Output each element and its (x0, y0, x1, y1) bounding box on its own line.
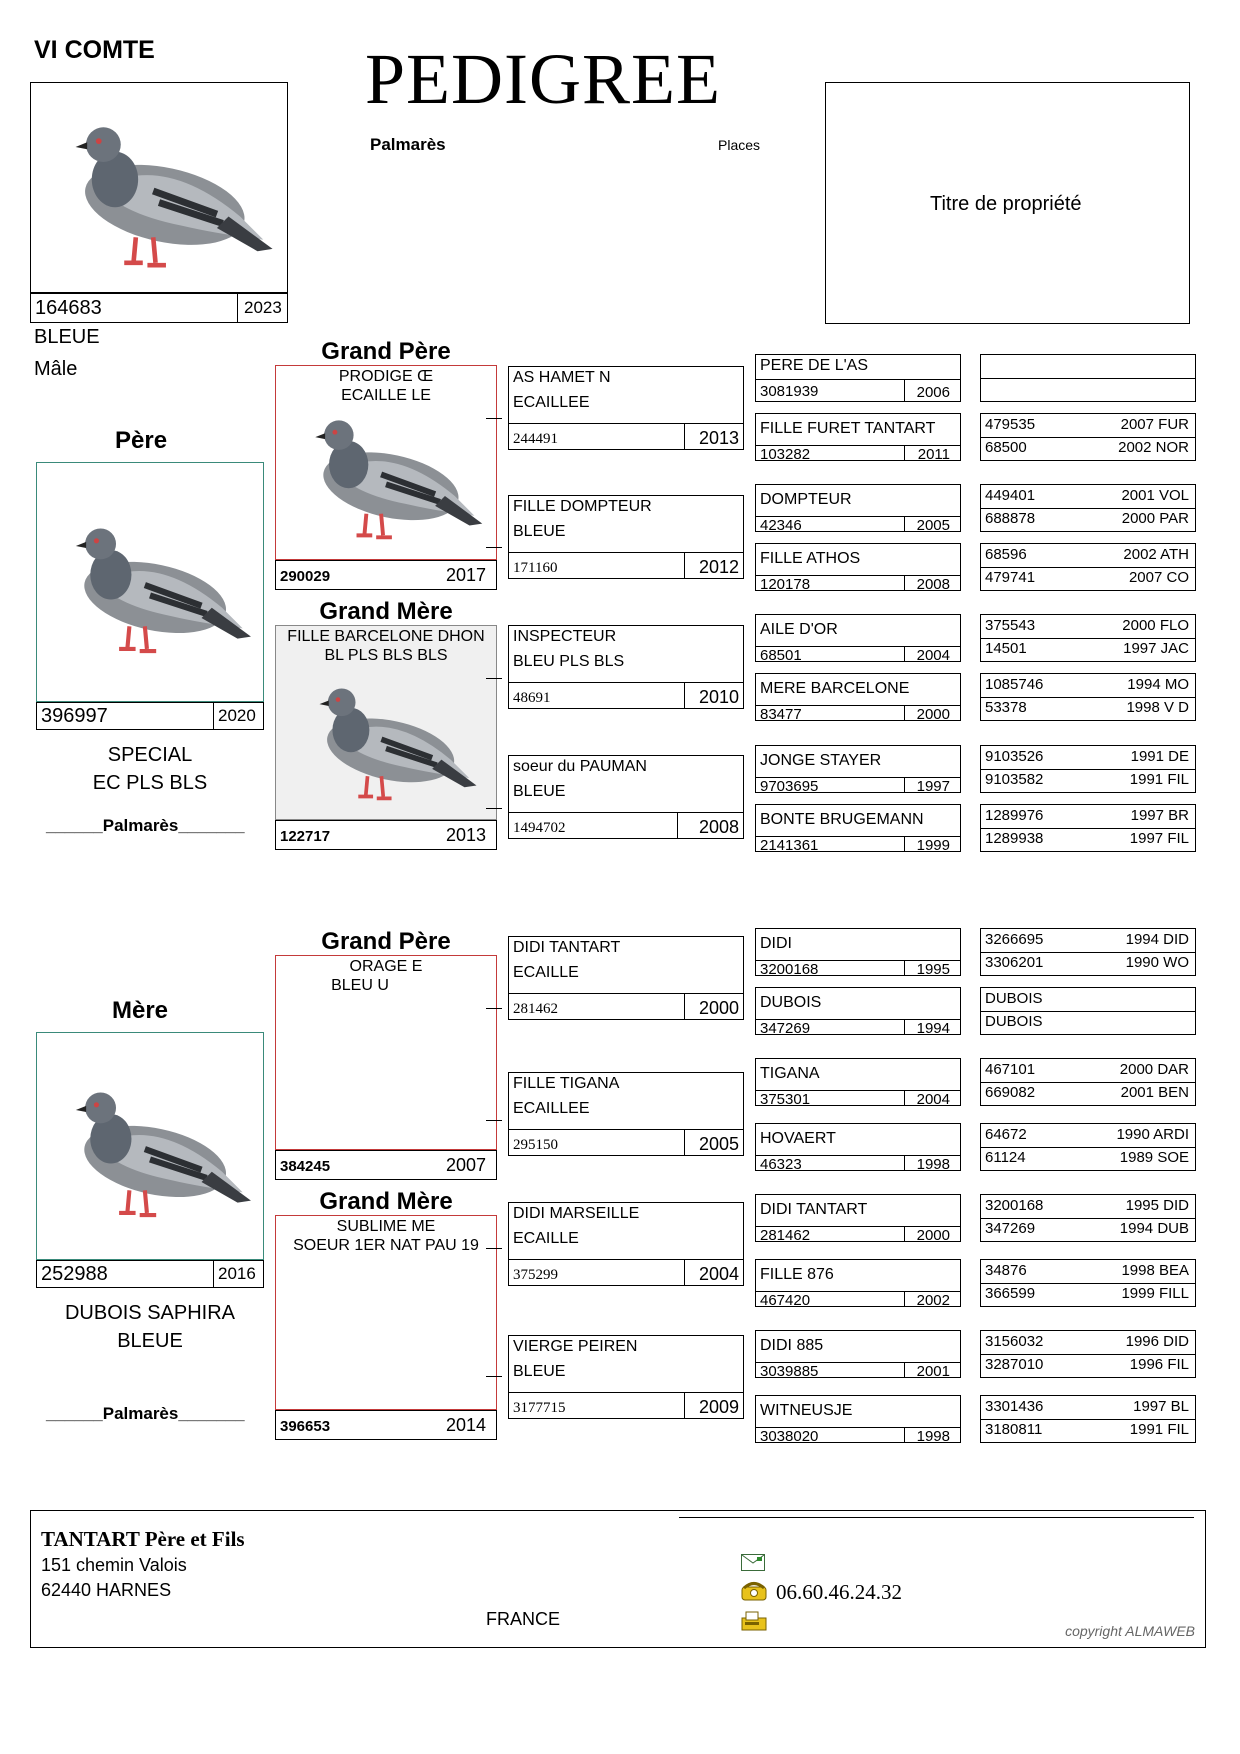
gen3-num: 467420 (760, 1292, 811, 1309)
gen2-year: 2012 (698, 557, 739, 577)
gen4-ring: 467101 (985, 1061, 1036, 1078)
gm-mat-year: 2014 (445, 1415, 486, 1435)
gen2-year: 2004 (698, 1264, 739, 1284)
gen4-ring: 3301436 (985, 1398, 1044, 1415)
gen2-year: 2000 (698, 998, 739, 1018)
breeder-street: 151 chemin Valois (41, 1555, 187, 1575)
father-ring-box (36, 702, 264, 730)
gen2-num: 281462 (513, 1001, 558, 1017)
gm-pat-ring: 122717 (280, 828, 331, 845)
gen3-name: DIDI TANTART (760, 1201, 868, 1218)
subject-ring-box (30, 293, 288, 323)
gp-pat-heading: Grand Père (321, 338, 451, 365)
gen3-card (755, 1194, 961, 1242)
gen4-card (980, 1058, 1196, 1106)
gen4-info: 1995 DID (1125, 1197, 1189, 1214)
mother-line1: DUBOIS SAPHIRA (64, 1302, 236, 1324)
gen3-num: 68501 (760, 647, 802, 664)
gen4-info: 1997 FIL (1129, 830, 1189, 847)
gen4-ring: DUBOIS (985, 990, 1043, 1007)
gen4-ring: 9103526 (985, 748, 1044, 765)
gen2-card (508, 1072, 744, 1156)
gp-pat-year: 2017 (445, 565, 486, 585)
breeder-city: 62440 HARNES (41, 1580, 172, 1600)
gp-mat-ring: 384245 (280, 1158, 331, 1175)
gen4-card (980, 354, 1196, 402)
gen2-sub: ECAILLE (513, 1230, 579, 1247)
subject-color: BLEUE (34, 326, 100, 348)
gen3-name: DOMPTEUR (760, 491, 852, 508)
gen2-year: 2010 (698, 687, 739, 707)
gen4-ring: 1289976 (985, 807, 1044, 824)
gen2-name: soeur du PAUMAN (513, 758, 647, 775)
gen4-ring: 3200168 (985, 1197, 1044, 1214)
gen2-card (508, 366, 744, 450)
phone-icon (741, 1581, 767, 1601)
gen4-ring: 61124 (985, 1149, 1026, 1166)
gen4-ring: 68596 (985, 546, 1027, 563)
gen4-info: 2007 CO (1128, 569, 1189, 586)
gen4-card (980, 543, 1196, 591)
gen4-ring: 669082 (985, 1084, 1036, 1101)
ownership-box (825, 82, 1190, 324)
palmares-label: Palmarès (370, 135, 446, 154)
gen3-num: 375301 (760, 1091, 811, 1108)
gen4-ring: 479741 (985, 569, 1036, 586)
gen2-sub: ECAILLEE (513, 394, 590, 411)
gen4-ring: 449401 (985, 487, 1036, 504)
gen3-year: 2004 (916, 647, 950, 664)
gen4-card (980, 1259, 1196, 1307)
father-line2: EC PLS BLS (92, 772, 208, 794)
gen2-card (508, 625, 744, 709)
father-year: 2020 (218, 706, 256, 725)
gen3-card (755, 1259, 961, 1307)
mother-ring: 252988 (41, 1263, 108, 1285)
gen4-info: 1991 FIL (1129, 771, 1189, 788)
gp-pat-ring: 290029 (280, 568, 331, 585)
gen4-card (980, 413, 1196, 461)
gen4-ring: 34876 (985, 1262, 1027, 1279)
gen3-card (755, 354, 961, 402)
gen4-ring: 3306201 (985, 954, 1044, 971)
gen3-card (755, 745, 961, 793)
gen4-card (980, 1123, 1196, 1171)
gen2-sub: BLEUE (513, 1363, 566, 1380)
gen2-card (508, 936, 744, 1020)
gen2-name: AS HAMET N (513, 369, 611, 386)
gen4-ring: 375543 (985, 617, 1036, 634)
gm-pat-ring-box (275, 820, 497, 850)
gen3-num: 2141361 (760, 837, 819, 854)
gen3-card (755, 987, 961, 1035)
gen3-name: DUBOIS (760, 994, 822, 1011)
gen3-num: 103282 (760, 446, 811, 463)
gen3-num: 3038020 (760, 1428, 819, 1445)
gen3-num: 83477 (760, 706, 802, 723)
gp-mat-line2: BLEU U (331, 977, 389, 994)
gen4-card (980, 1330, 1196, 1378)
gen3-year: 1999 (916, 837, 950, 854)
gen4-card (980, 745, 1196, 793)
gen3-name: JONGE STAYER (760, 752, 882, 769)
gen4-info: 1996 FIL (1129, 1356, 1189, 1373)
gen2-num: 244491 (513, 431, 558, 447)
subject-year: 2023 (244, 298, 282, 317)
mail-icon (741, 1554, 765, 1571)
gen3-year: 2011 (917, 446, 950, 463)
gen3-year: 1998 (916, 1156, 950, 1173)
gen4-info: 1999 FILL (1121, 1285, 1189, 1302)
gen4-ring: 68500 (985, 439, 1027, 456)
gp-pat-ring-box (275, 560, 497, 590)
footer-box (30, 1510, 1206, 1648)
gm-mat-heading: Grand Mère (319, 1188, 453, 1215)
gen3-num: 3200168 (760, 961, 819, 978)
gen4-info: 1994 DID (1125, 931, 1189, 948)
copyright: copyright ALMAWEB (1065, 1623, 1195, 1639)
gen4-info: 1994 DUB (1119, 1220, 1189, 1237)
gp-pat-line1: PRODIGE Œ (338, 368, 434, 385)
gm-pat-heading: Grand Mère (319, 598, 453, 625)
gen3-name: BONTE BRUGEMANN (760, 811, 924, 828)
phone-number: 06.60.46.24.32 (776, 1580, 902, 1604)
gen2-num: 171160 (513, 560, 558, 576)
gen3-card (755, 804, 961, 852)
gm-pat-year: 2013 (445, 825, 486, 845)
gen2-sub: ECAILLEE (513, 1100, 590, 1117)
gen3-num: 9703695 (760, 778, 819, 795)
gen4-ring: 3156032 (985, 1333, 1044, 1350)
pigeon-image (47, 1043, 253, 1249)
gen3-name: WITNEUSJE (760, 1402, 853, 1419)
gen3-card (755, 928, 961, 976)
gen3-card (755, 1123, 961, 1171)
gen4-ring: 1289938 (985, 830, 1044, 847)
gen3-card (755, 1058, 961, 1106)
gen4-info: 1997 BL (1133, 1398, 1189, 1415)
gen4-ring: 688878 (985, 510, 1036, 527)
gen4-ring: 1085746 (985, 676, 1044, 693)
gp-pat-line2: ECAILLE LE (341, 387, 431, 404)
fax-icon (741, 1611, 767, 1631)
gen4-card (980, 1194, 1196, 1242)
gen3-year: 1994 (916, 1020, 950, 1037)
father-heading: Père (115, 427, 168, 454)
gen2-num: 1494702 (513, 820, 566, 836)
gen4-info: 1996 DID (1125, 1333, 1189, 1350)
gp-mat-heading: Grand Père (321, 928, 451, 955)
gen4-info: 2002 ATH (1123, 546, 1189, 563)
gen4-card (980, 1395, 1196, 1443)
father-line1: SPECIAL (107, 744, 193, 766)
gen3-year: 2008 (916, 576, 950, 593)
gen2-year: 2005 (698, 1134, 739, 1154)
mother-year: 2016 (218, 1264, 256, 1283)
gen4-info: 1990 WO (1125, 954, 1189, 971)
gen2-name: DIDI MARSEILLE (513, 1205, 640, 1222)
gen2-card (508, 1335, 744, 1419)
gen4-ring: 3266695 (985, 931, 1044, 948)
mother-line2: BLEUE (117, 1330, 183, 1352)
gen4-ring: 14501 (985, 640, 1027, 657)
gen4-card (980, 673, 1196, 721)
pigeon-name: VI COMTE (34, 36, 155, 64)
breeder-country: FRANCE (486, 1609, 561, 1629)
gen4-card (980, 614, 1196, 662)
gen3-name: DIDI (760, 935, 792, 952)
gen2-sub: ECAILLE (513, 964, 579, 981)
gen4-ring: 9103582 (985, 771, 1044, 788)
gm-mat-line1: SUBLIME ME (336, 1218, 436, 1235)
gen4-card (980, 928, 1196, 976)
mother-ring-box (36, 1260, 264, 1288)
gp-mat-year: 2007 (445, 1155, 486, 1175)
gen2-sub: BLEUE (513, 523, 566, 540)
page-title: PEDIGREE (365, 39, 721, 119)
pigeon-image (284, 658, 488, 815)
gen4-ring: 347269 (985, 1220, 1036, 1237)
pigeon-image (37, 89, 281, 286)
gen4-info: 1991 DE (1130, 748, 1189, 765)
gm-pat-line2: BL PLS BLS BLS (324, 647, 448, 664)
ownership-label: Titre de propriété (930, 193, 1082, 215)
gm-mat-ring: 396653 (280, 1418, 331, 1435)
gen4-ring: 53378 (985, 699, 1027, 716)
gen2-name: FILLE TIGANA (513, 1075, 620, 1092)
gen3-name: AILE D'OR (760, 621, 838, 638)
gen2-num: 48691 (513, 690, 551, 706)
gen4-info: 1997 JAC (1123, 640, 1189, 657)
gen3-num: 120178 (760, 576, 811, 593)
gen3-card (755, 614, 961, 662)
gen3-name: FILLE ATHOS (760, 550, 861, 567)
gp-mat-line1: ORAGE E (349, 958, 423, 975)
gen2-num: 3177715 (513, 1400, 566, 1416)
gen3-year: 2004 (916, 1091, 950, 1108)
gen4-card (980, 804, 1196, 852)
gen4-info: 1994 MO (1127, 676, 1189, 693)
subject-sex: Mâle (34, 358, 78, 380)
gen2-num: 295150 (513, 1137, 558, 1153)
gen3-name: TIGANA (760, 1065, 820, 1082)
gm-mat-ring-box (275, 1410, 497, 1440)
gen2-name: INSPECTEUR (513, 628, 617, 645)
gen4-ring: 64672 (985, 1126, 1027, 1143)
gen2-card (508, 755, 744, 839)
gen4-info: 2007 FUR (1120, 416, 1189, 433)
gen3-card (755, 413, 961, 461)
gen4-info: 1989 SOE (1119, 1149, 1189, 1166)
gen4-info: 2000 DAR (1119, 1061, 1189, 1078)
gen3-year: 2000 (916, 1227, 950, 1244)
mother-palmares: ______Palmarès_______ (46, 1404, 245, 1423)
gen3-name: DIDI 885 (760, 1337, 824, 1354)
gen3-num: 3081939 (760, 383, 819, 400)
gen4-info: 1990 ARDI (1116, 1126, 1189, 1143)
gen3-year: 2005 (916, 517, 950, 534)
gen3-year: 2001 (916, 1363, 950, 1380)
gen3-num: 3039885 (760, 1363, 819, 1380)
gen2-name: VIERGE PEIREN (513, 1338, 638, 1355)
gen3-name: PERE DE L'AS (760, 357, 868, 374)
gen3-card (755, 1395, 961, 1443)
gen3-name: FILLE FURET TANTART (760, 420, 936, 437)
gen4-ring: 3180811 (985, 1421, 1043, 1438)
father-photo (36, 462, 264, 702)
gen3-year: 2000 (916, 706, 950, 723)
gen3-card (755, 673, 961, 721)
gen4-ring: 3287010 (985, 1356, 1044, 1373)
gen4-info: 2000 PAR (1121, 510, 1189, 527)
gen3-year: 2006 (916, 384, 950, 401)
gen4-card (980, 484, 1196, 532)
gen3-num: 42346 (760, 517, 802, 534)
gen3-card (755, 543, 961, 591)
gen3-card (755, 484, 961, 532)
gen4-info: 2001 BEN (1120, 1084, 1189, 1101)
gm-mat-line2: SOEUR 1ER NAT PAU 19 (293, 1237, 479, 1254)
gen4-info: 2001 VOL (1121, 487, 1189, 504)
subject-ring: 164683 (35, 297, 102, 319)
gen3-name: HOVAERT (760, 1130, 836, 1147)
pigeon-image (47, 473, 253, 691)
gen2-name: FILLE DOMPTEUR (513, 498, 652, 515)
gen4-info: 1997 BR (1130, 807, 1189, 824)
gen4-info: 2002 NOR (1118, 439, 1189, 456)
places-label: Places (718, 137, 761, 153)
gen4-info: 1998 BEA (1121, 1262, 1189, 1279)
gen4-ring: DUBOIS (985, 1013, 1043, 1030)
gen2-num: 375299 (513, 1267, 558, 1283)
gen4-info: 1998 V D (1126, 699, 1189, 716)
gen4-info: 2000 FLO (1122, 617, 1189, 634)
gen3-name: FILLE 876 (760, 1266, 834, 1283)
gen3-card (755, 1330, 961, 1378)
gen3-year: 1995 (916, 961, 950, 978)
gen2-sub: BLEU PLS BLS (513, 653, 625, 670)
gen2-sub: BLEUE (513, 783, 566, 800)
gen2-card (508, 495, 744, 579)
gen2-year: 2009 (698, 1397, 739, 1417)
gen3-year: 1998 (916, 1428, 950, 1445)
mother-heading: Mère (112, 997, 169, 1024)
breeder-name: TANTART Père et Fils (41, 1527, 245, 1551)
gen3-num: 347269 (760, 1020, 811, 1037)
gen3-year: 2002 (916, 1292, 950, 1309)
subject-photo (30, 82, 288, 293)
father-ring: 396997 (41, 705, 108, 727)
gen2-year: 2013 (698, 428, 739, 448)
gen2-name: DIDI TANTART (513, 939, 621, 956)
gen4-ring: 366599 (985, 1285, 1036, 1302)
father-palmares: ______Palmarès_______ (46, 816, 245, 835)
gen3-name: MERE BARCELONE (760, 680, 910, 697)
mother-photo (36, 1032, 264, 1260)
gp-mat-ring-box (275, 1150, 497, 1180)
gen3-num: 46323 (760, 1156, 802, 1173)
gen2-card (508, 1202, 744, 1286)
gen4-card (980, 987, 1196, 1035)
gen4-info: 1991 FIL (1129, 1421, 1189, 1438)
gen3-year: 1997 (916, 778, 950, 795)
gen2-year: 2008 (698, 817, 739, 837)
gm-pat-line1: FILLE BARCELONE DHON (287, 628, 485, 645)
pigeon-image (282, 388, 490, 555)
gen4-ring: 479535 (985, 416, 1036, 433)
gen3-num: 281462 (760, 1227, 811, 1244)
